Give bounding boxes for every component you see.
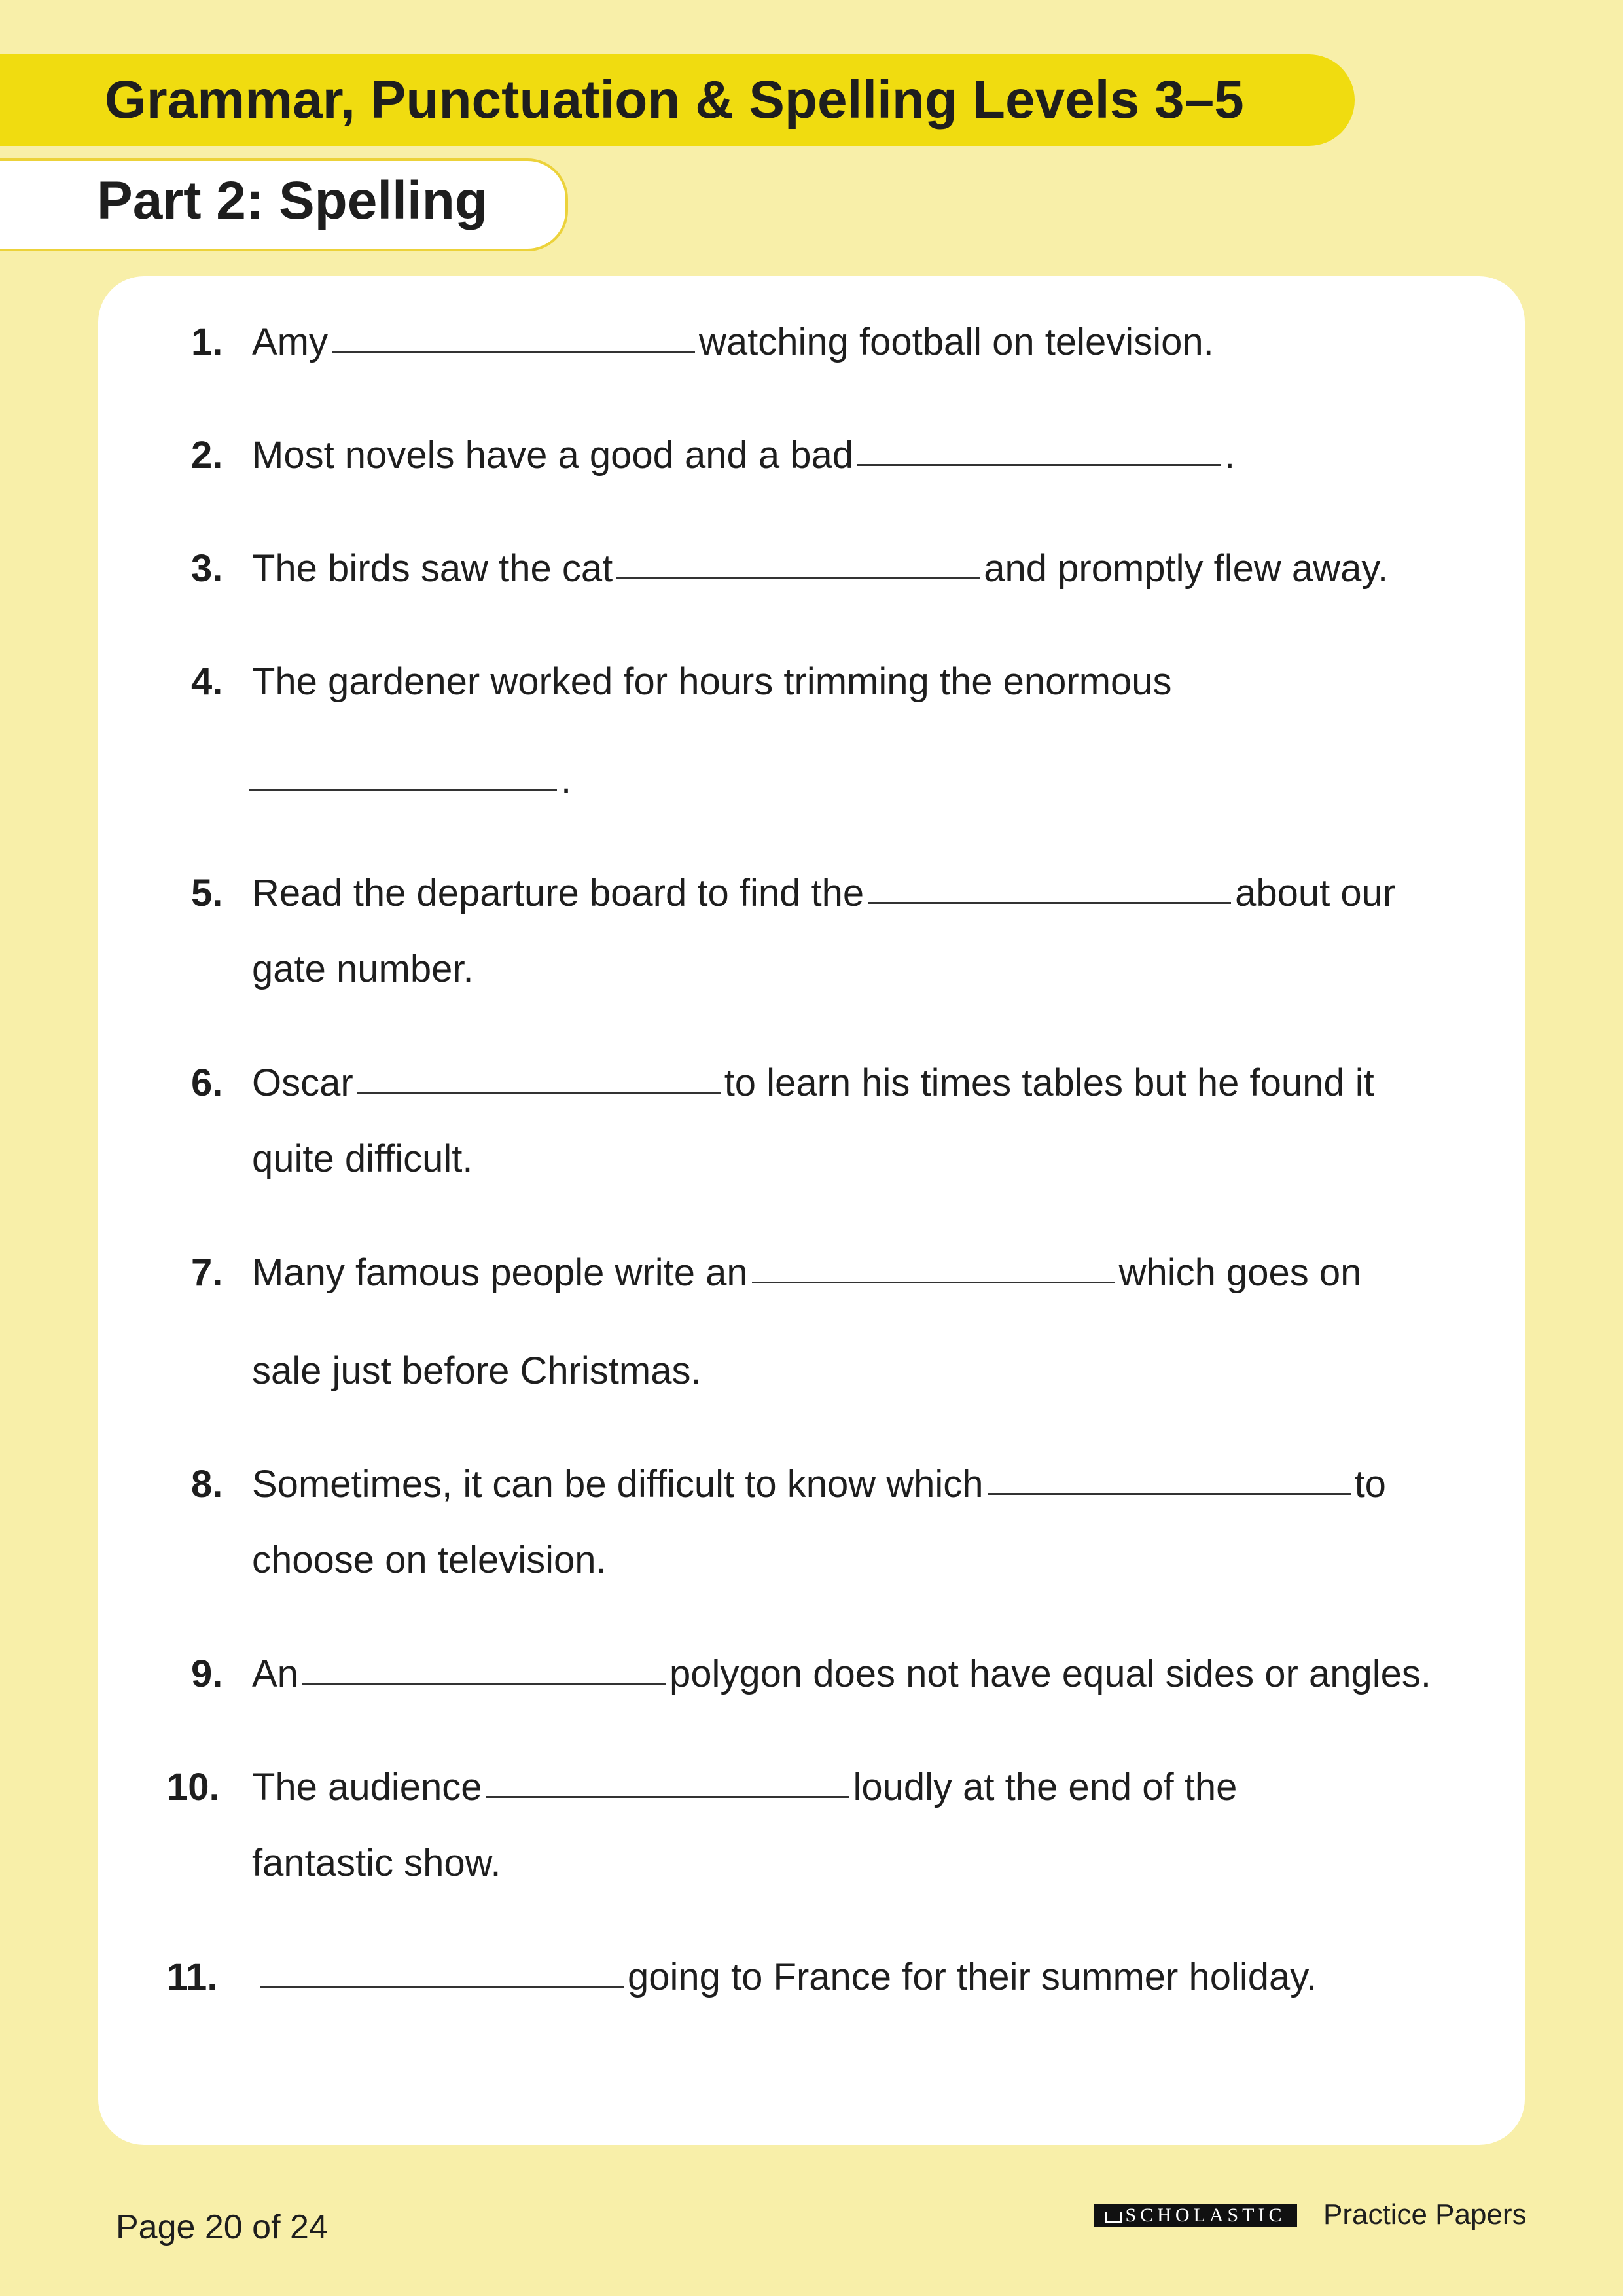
answer-blank[interactable]: [302, 1655, 666, 1685]
question-text-before: The audience: [252, 1766, 482, 1808]
question-line: [252, 434, 1236, 476]
question-text-after: loudly at the end of the: [853, 1766, 1238, 1808]
question-line: [252, 323, 1214, 361]
brand-name: SCHOLASTIC: [1125, 2204, 1286, 2226]
answer-blank[interactable]: [868, 874, 1231, 904]
question-continuation: choose on television.: [252, 1539, 607, 1581]
question-line: [252, 1251, 1362, 1294]
question-text-before: Many famous people write an: [252, 1251, 748, 1294]
question-number: 11.: [167, 1956, 218, 1998]
question-line: [252, 1064, 1374, 1102]
question-line: [252, 1768, 1237, 1806]
question-line: [252, 874, 1395, 912]
question-number: 4.: [191, 660, 223, 703]
answer-blank[interactable]: [988, 1465, 1351, 1495]
question-number: 7.: [191, 1251, 223, 1294]
answer-blank[interactable]: [249, 761, 557, 791]
question-text-before: Most novels have a good and a bad: [252, 434, 853, 476]
question-line: [252, 1655, 1431, 1693]
scholastic-logo: [1094, 2204, 1297, 2227]
question-text-before: An: [252, 1653, 298, 1695]
question-text-after: .: [1224, 434, 1236, 476]
question-number: 8.: [191, 1463, 223, 1505]
question-text-after: going to France for their summer holiday.: [628, 1956, 1317, 1998]
question-text-after: to: [1354, 1463, 1386, 1505]
question-continuation: fantastic show.: [252, 1842, 501, 1884]
question-text-after: which goes on: [1118, 1251, 1362, 1294]
book-icon: [1105, 2212, 1122, 2223]
question-text-before: Sometimes, it can be difficult to know which: [252, 1463, 984, 1505]
question-line: [257, 1958, 1317, 1996]
question-number: 6.: [191, 1062, 223, 1104]
question-text-before: Read the departure board to find the: [252, 872, 865, 914]
question-number: 9.: [191, 1653, 223, 1695]
answer-blank[interactable]: [486, 1768, 849, 1798]
answer-blank[interactable]: [752, 1254, 1115, 1283]
question-line: [252, 1465, 1386, 1503]
answer-blank[interactable]: [857, 437, 1221, 466]
page-title: Grammar, Punctuation & Spelling Levels 3–5: [105, 70, 1244, 130]
question-text-before: Amy: [252, 321, 328, 363]
answer-blank[interactable]: [616, 550, 980, 579]
answer-blank[interactable]: [357, 1064, 721, 1094]
question-text-after: .: [561, 759, 572, 801]
question-text-before: The birds saw the cat: [252, 547, 613, 590]
question-text-after: watching football on television.: [699, 321, 1214, 363]
question-number: 1.: [191, 321, 223, 363]
question-text-after: and promptly flew away.: [984, 547, 1389, 590]
question-text-before: Oscar: [252, 1062, 353, 1104]
answer-blank[interactable]: [332, 323, 695, 353]
question-number: 5.: [191, 872, 223, 914]
section-title: Part 2: Spelling: [97, 171, 488, 230]
question-line: [245, 761, 571, 799]
question-continuation: gate number.: [252, 948, 474, 990]
series-label: Practice Papers: [1323, 2198, 1527, 2231]
question-text-after: to learn his times tables but he found it: [724, 1062, 1374, 1104]
question-number: 10.: [167, 1766, 220, 1808]
question-number: 2.: [191, 434, 223, 476]
question-text-before: The gardener worked for hours trimming the enormous: [252, 660, 1172, 703]
answer-blank[interactable]: [260, 1958, 624, 1988]
question-line: [252, 547, 1389, 590]
question-continuation: quite difficult.: [252, 1138, 473, 1180]
question-number: 3.: [191, 547, 223, 590]
question-text-after: polygon does not have equal sides or angles.: [669, 1653, 1432, 1695]
question-text-after: about our: [1235, 872, 1396, 914]
question-continuation: sale just before Christmas.: [252, 1350, 702, 1392]
page-number: Page 20 of 24: [116, 2208, 328, 2246]
